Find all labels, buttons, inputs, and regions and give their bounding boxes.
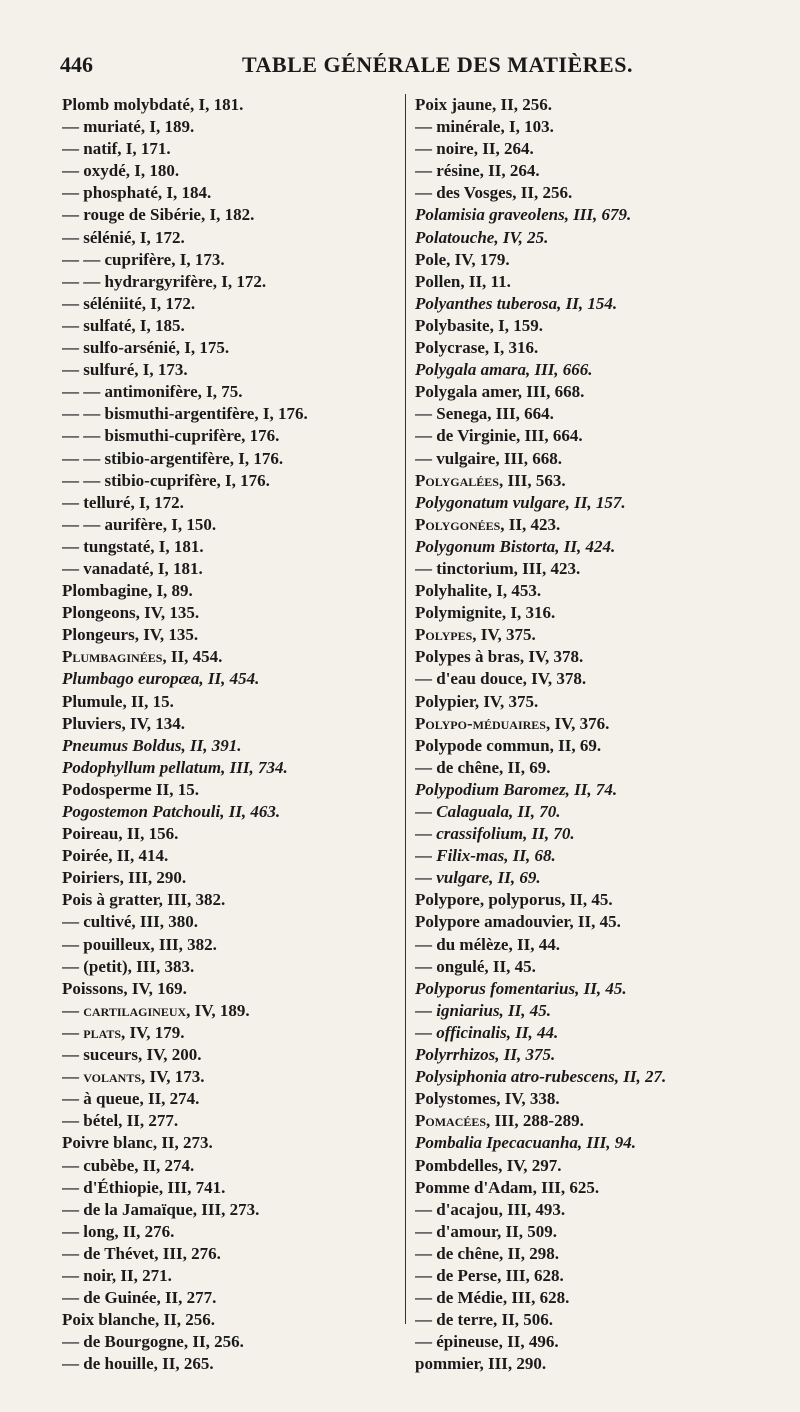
index-entry: — de Bourgogne, II, 256.: [62, 1332, 244, 1352]
index-entry: Polyrrhizos, II, 375.: [415, 1045, 556, 1065]
index-entry: Polyhalite, I, 453.: [415, 581, 542, 601]
index-entry: — Calaguala, II, 70.: [415, 802, 561, 821]
index-entry: — (petit), III, 383.: [62, 956, 195, 976]
index-entry: — vulgaire, III, 668.: [415, 448, 563, 468]
index-entry: — de Virginie, III, 664.: [415, 426, 583, 446]
index-entry: Poix jaune, II, 256.: [415, 95, 552, 114]
index-entry: — de Thévet, III, 276.: [62, 1243, 221, 1263]
index-entry: Poiriers, III, 290.: [62, 868, 187, 888]
index-entry: — phosphaté, I, 184.: [62, 183, 212, 203]
index-entry: Polypode commun, II, 69.: [415, 735, 602, 755]
index-entry: — tinctorium, III, 423.: [415, 558, 581, 578]
index-entry: Polygonées, II, 423.: [415, 514, 561, 534]
index-entry: Polygalées, III, 563.: [415, 470, 566, 490]
index-entry: — — stibio-cuprifère, I, 176.: [62, 470, 270, 490]
index-entry: Poivre blanc, II, 273.: [62, 1133, 213, 1153]
index-entry: Plumule, II, 15.: [62, 691, 174, 711]
index-entry: Polygala amer, III, 668.: [415, 382, 585, 402]
index-entry: — de Médie, III, 628.: [415, 1288, 570, 1308]
index-entry: Poireau, II, 156.: [62, 824, 179, 844]
index-entry: Polypes, IV, 375.: [415, 625, 536, 645]
index-entry: — volants, IV, 173.: [62, 1067, 205, 1087]
index-entry: Pneumus Boldus, II, 391.: [62, 735, 242, 755]
index-entry: — de la Jamaïque, III, 273.: [62, 1199, 260, 1219]
index-entry: — sulfaté, I, 185.: [62, 315, 185, 335]
index-entry: Polypore, polyporus, II, 45.: [415, 890, 613, 910]
index-entry: Polamisia graveolens, III, 679.: [415, 205, 632, 225]
index-entry: Pollen, II, 11.: [415, 271, 511, 291]
index-entry: Polyanthes tuberosa, II, 154.: [415, 293, 618, 313]
index-entry: — épineuse, II, 496.: [415, 1332, 559, 1352]
index-entry: Polymignite, I, 316.: [415, 603, 556, 623]
index-entry: — vulgare, II, 69.: [415, 868, 541, 888]
index-entry: — — antimonifère, I, 75.: [62, 382, 243, 402]
index-entry: — à queue, II, 274.: [62, 1089, 200, 1109]
index-entry: — cartilagineux, IV, 189.: [62, 1000, 250, 1020]
index-entry: — de houille, II, 265.: [62, 1354, 214, 1374]
index-entry: Polypo-méduaires, IV, 376.: [415, 713, 610, 733]
index-entry: Plombagine, I, 89.: [62, 581, 193, 601]
index-entry: Plumbago europæa, II, 454.: [62, 669, 260, 689]
index-entry: — — bismuthi-cuprifère, 176.: [62, 426, 280, 446]
index-entry: Polygonatum vulgare, II, 157.: [415, 492, 626, 512]
index-entry: — vanadaté, I, 181.: [62, 558, 203, 578]
index-entry: Pole, IV, 179.: [415, 249, 510, 269]
index-entry: Poix blanche, II, 256.: [62, 1310, 216, 1330]
index-entry: — cultivé, III, 380.: [62, 912, 198, 932]
index-entry: Polypes à bras, IV, 378.: [415, 647, 584, 667]
index-entry: Plumbaginées, II, 454.: [62, 647, 223, 667]
index-entry: Pomacées, III, 288-289.: [415, 1111, 584, 1131]
index-entry: — de Perse, III, 628.: [415, 1265, 564, 1285]
index-entry: — résine, II, 264.: [415, 161, 540, 181]
index-entry: Polyporus fomentarius, II, 45.: [415, 978, 627, 998]
index-entry: — minérale, I, 103.: [415, 117, 554, 137]
index-column-right: [415, 94, 765, 1375]
index-entry: — d'acajou, III, 493.: [415, 1199, 566, 1219]
index-entry: — Filix-mas, II, 68.: [415, 846, 556, 866]
index-entry: — muriaté, I, 189.: [62, 117, 195, 137]
index-entry: — sulfuré, I, 173.: [62, 360, 188, 380]
index-entry: Pombdelles, IV, 297.: [415, 1155, 562, 1175]
index-entry: Poissons, IV, 169.: [62, 978, 187, 998]
index-entry: — — bismuthi-argentifère, I, 176.: [62, 404, 308, 424]
index-entry: Polycrase, I, 316.: [415, 338, 539, 358]
index-entry: Pogostemon Patchouli, II, 463.: [62, 802, 281, 821]
index-entry: Polypore amadouvier, II, 45.: [415, 912, 621, 932]
index-entry: Plongeons, IV, 135.: [62, 603, 200, 623]
index-entry: — de Guinée, II, 277.: [62, 1288, 217, 1308]
index-entry: — telluré, I, 172.: [62, 492, 184, 512]
index-entry: — — hydrargyrifère, I, 172.: [62, 271, 267, 291]
index-entry: Pois à gratter, III, 382.: [62, 890, 226, 910]
index-entry: Polatouche, IV, 25.: [415, 227, 549, 247]
index-entry: — — cuprifère, I, 173.: [62, 249, 225, 269]
index-entry: Polygala amara, III, 666.: [415, 360, 593, 380]
index-entry: Polygonum Bistorta, II, 424.: [415, 536, 616, 556]
index-entry: Polypier, IV, 375.: [415, 691, 539, 711]
index-entry: Pombalia Ipecacuanha, III, 94.: [415, 1133, 637, 1153]
index-entry: — suceurs, IV, 200.: [62, 1045, 202, 1065]
index-entry: — Senega, III, 664.: [415, 404, 554, 424]
index-entry: — oxydé, I, 180.: [62, 161, 180, 181]
index-entry: — séléniité, I, 172.: [62, 293, 196, 313]
index-entry: Polysiphonia atro-rubescens, II, 27.: [415, 1067, 667, 1087]
index-entry: — natif, I, 171.: [62, 139, 171, 159]
index-entry: Polybasite, I, 159.: [415, 315, 543, 335]
index-entry: — de chêne, II, 298.: [415, 1243, 560, 1263]
index-entry: — tungstaté, I, 181.: [62, 536, 204, 556]
index-entry: — ongulé, II, 45.: [415, 956, 536, 976]
index-entry: — sulfo-arsénié, I, 175.: [62, 338, 230, 358]
index-entry: — — stibio-argentifère, I, 176.: [62, 448, 284, 468]
index-entry: — noire, II, 264.: [415, 139, 534, 159]
column-divider: [405, 94, 406, 1324]
index-entry: Plongeurs, IV, 135.: [62, 625, 199, 645]
page-number: 446: [60, 52, 93, 77]
index-entry: — pouilleux, III, 382.: [62, 934, 217, 954]
index-entry: Pomme d'Adam, III, 625.: [415, 1177, 600, 1197]
index-entry: — long, II, 276.: [62, 1221, 175, 1241]
index-entry: Plomb molybdaté, I, 181.: [62, 95, 244, 114]
index-entry: — de terre, II, 506.: [415, 1310, 554, 1330]
index-entry: Poirée, II, 414.: [62, 846, 169, 866]
index-entry: — rouge de Sibérie, I, 182.: [62, 205, 255, 225]
index-entry: — du mélèze, II, 44.: [415, 934, 560, 954]
index-entry: Polystomes, IV, 338.: [415, 1089, 560, 1109]
page-title: TABLE GÉNÉRALE DES MATIÈRES.: [242, 52, 633, 77]
index-entry: — officinalis, II, 44.: [415, 1022, 559, 1042]
index-entry: Podophyllum pellatum, III, 734.: [62, 757, 288, 777]
page-header: [52, 52, 752, 86]
index-entry: — cubèbe, II, 274.: [62, 1155, 195, 1175]
index-entry: — de chêne, II, 69.: [415, 757, 551, 777]
index-entry: — igniarius, II, 45.: [415, 1000, 552, 1020]
index-entry: — d'Éthiopie, III, 741.: [62, 1177, 226, 1197]
index-entry: — des Vosges, II, 256.: [415, 183, 573, 203]
index-entry: — d'eau douce, IV, 378.: [415, 669, 587, 689]
index-entry: — plats, IV, 179.: [62, 1022, 185, 1042]
index-entry: pommier, III, 290.: [415, 1354, 547, 1374]
index-entry: — noir, II, 271.: [62, 1265, 172, 1285]
index-entry: Pluviers, IV, 134.: [62, 713, 185, 733]
index-entry: — — aurifère, I, 150.: [62, 514, 217, 534]
index-column-left: [62, 94, 397, 1375]
index-entry: — d'amour, II, 509.: [415, 1221, 558, 1241]
index-entry: — crassifolium, II, 70.: [415, 824, 575, 844]
index-entry: Podosperme II, 15.: [62, 779, 199, 799]
index-entry: — sélénié, I, 172.: [62, 227, 185, 247]
index-entry: Polypodium Baromez, II, 74.: [415, 779, 618, 799]
index-entry: — bétel, II, 277.: [62, 1111, 179, 1131]
